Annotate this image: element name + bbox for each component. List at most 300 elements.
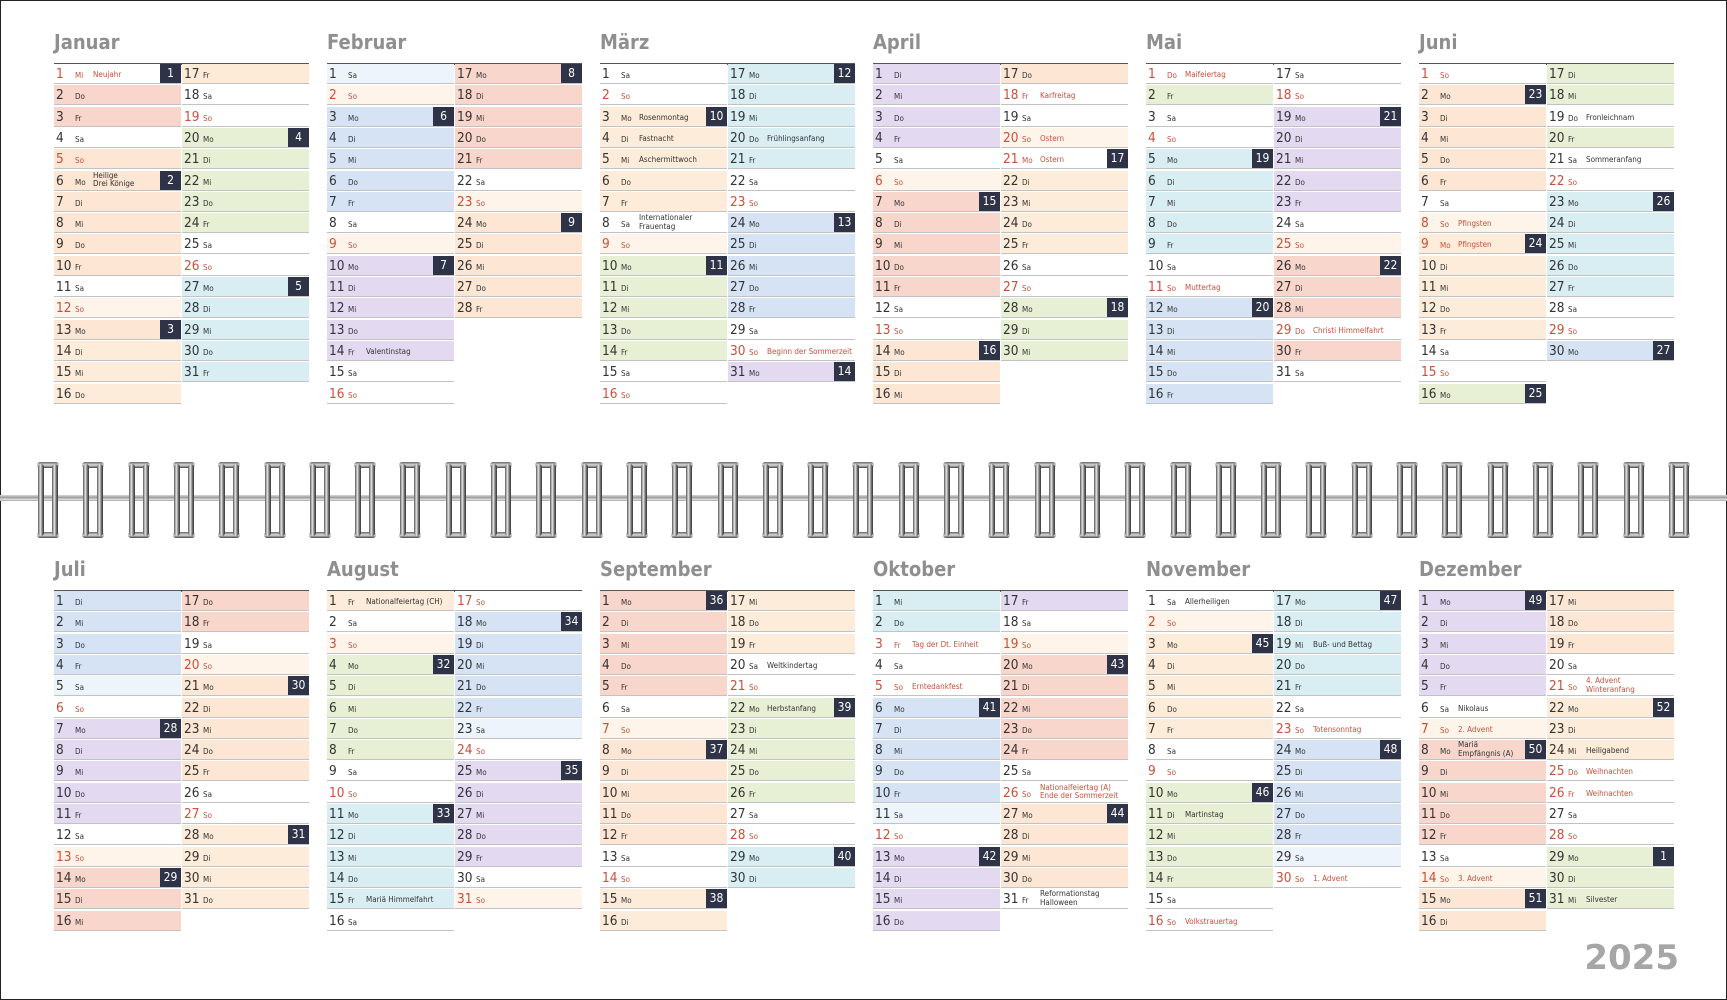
day-cell: [54, 911, 181, 931]
day-number: 2: [602, 87, 610, 104]
day-cell: [600, 384, 727, 404]
holiday-label: Herbstanfang: [767, 703, 816, 713]
weekday-label: Fr: [894, 134, 901, 144]
day-number: 18: [184, 614, 200, 631]
day-cell: [327, 234, 454, 254]
day-cell: [327, 698, 454, 718]
day-number: 26: [457, 257, 473, 274]
weekday-label: Mo: [1568, 347, 1579, 357]
day-number: 16: [875, 385, 891, 402]
binding-coil: [128, 462, 150, 538]
day-cell: [182, 171, 309, 191]
day-number: 15: [1421, 891, 1437, 908]
weekday-label: Fr: [75, 113, 82, 123]
spiral-binding: [0, 458, 1727, 540]
day-cell: [1274, 847, 1401, 867]
day-cell: [1419, 171, 1546, 191]
day-cell: [327, 911, 454, 931]
weekday-label: Mo: [1167, 789, 1178, 799]
day-cell: [728, 277, 855, 297]
weekday-label: Di: [203, 704, 211, 714]
binding-coil: [1034, 462, 1056, 538]
day-cell: [1419, 85, 1546, 105]
day-number: 19: [457, 108, 473, 125]
weekday-label: Sa: [749, 661, 758, 671]
month-title: Dezember: [1419, 557, 1522, 581]
weekday-label: So: [1167, 768, 1176, 778]
weekday-label: Sa: [348, 71, 357, 80]
weekday-label: Di: [1568, 874, 1576, 884]
day-number: 25: [184, 236, 200, 253]
day-cell: [873, 783, 1000, 803]
week-number-badge: 42: [979, 847, 1000, 866]
weekday-label: Mo: [894, 198, 905, 208]
day-number: 6: [1148, 699, 1156, 716]
day-number: 17: [1276, 66, 1292, 82]
day-cell: [1001, 612, 1128, 632]
day-cell: [728, 234, 855, 254]
day-number: 27: [1549, 279, 1565, 295]
day-cell: [54, 362, 181, 382]
weekday-label: Mi: [621, 305, 630, 315]
day-number: 5: [329, 678, 337, 695]
day-cell: [873, 149, 1000, 169]
day-cell: [1274, 277, 1401, 297]
weekday-label: So: [621, 874, 630, 884]
weekday-label: Mo: [749, 71, 760, 80]
weekday-label: Sa: [894, 661, 903, 671]
day-number: 18: [1549, 614, 1565, 631]
day-number: 8: [1421, 742, 1429, 759]
day-cell: [600, 740, 727, 760]
day-number: 13: [875, 321, 891, 338]
day-number: 30: [1276, 342, 1292, 359]
weekday-label: Mo: [1440, 92, 1451, 102]
weekday-label: Mo: [894, 347, 905, 357]
day-cell: [728, 783, 855, 803]
holiday-label: Tag der Dt. Einheit: [912, 639, 979, 649]
day-number: 10: [1421, 784, 1437, 801]
day-cell: [1419, 234, 1546, 254]
binding-coil: [852, 462, 874, 538]
day-number: 27: [1276, 806, 1292, 822]
weekday-label: Mo: [348, 113, 359, 123]
weekday-label: Mi: [894, 747, 903, 757]
day-number: 20: [1276, 129, 1292, 146]
day-cell: [455, 698, 582, 718]
day-number: 18: [1003, 614, 1019, 631]
weekday-label: Mo: [1440, 747, 1451, 757]
holiday-label: Allerheiligen: [1185, 597, 1230, 606]
day-cell: [1419, 698, 1546, 718]
day-cell: [455, 719, 582, 739]
day-number: 12: [329, 827, 345, 844]
day-number: 10: [1421, 257, 1437, 274]
weekday-label: Mo: [1167, 156, 1178, 166]
weekday-label: Fr: [203, 369, 210, 379]
day-number: 27: [184, 806, 200, 822]
day-number: 28: [1003, 300, 1019, 317]
weekday-label: Mo: [1022, 811, 1033, 820]
weekday-label: Mi: [75, 369, 84, 379]
day-number: 24: [1276, 215, 1292, 232]
day-number: 22: [457, 699, 473, 716]
weekday-label: Mi: [476, 113, 485, 123]
day-number: 14: [875, 869, 891, 886]
day-cell: [54, 341, 181, 361]
day-cell: [1547, 761, 1674, 781]
holiday-label: Erntedankfest: [912, 682, 963, 692]
weekday-label: Mo: [1440, 390, 1451, 400]
day-number: 12: [329, 300, 345, 317]
weekday-label: Fr: [1440, 832, 1447, 842]
weekday-label: Sa: [1167, 262, 1176, 272]
day-cell: [1001, 591, 1128, 611]
day-number: 17: [730, 66, 746, 82]
weekday-label: Do: [348, 874, 358, 884]
day-cell: [728, 847, 855, 867]
day-cell: [1547, 64, 1674, 84]
weekday-label: Do: [348, 725, 358, 735]
binding-coil: [898, 462, 920, 538]
weekday-label: So: [749, 683, 758, 693]
day-number: 10: [875, 784, 891, 801]
day-number: 23: [730, 193, 746, 210]
day-cell: [1001, 825, 1128, 845]
day-cell: [455, 634, 582, 654]
month-title: Mai: [1146, 30, 1183, 54]
day-cell: [1001, 277, 1128, 297]
weekday-label: Sa: [348, 917, 357, 927]
weekday-label: So: [621, 92, 630, 102]
holiday-label: Weihnachten: [1586, 788, 1633, 798]
day-cell: [600, 362, 727, 382]
day-cell: [54, 868, 181, 888]
day-number: 15: [329, 364, 345, 381]
day-number: 13: [1421, 848, 1437, 865]
day-number: 21: [1003, 678, 1019, 695]
weekday-label: Do: [1295, 661, 1305, 671]
weekday-label: Do: [203, 598, 213, 607]
day-number: 3: [602, 108, 610, 125]
day-cell: [1274, 320, 1401, 340]
day-cell: [1146, 149, 1273, 169]
day-cell: [1547, 341, 1674, 361]
weekday-label: Sa: [1568, 156, 1577, 166]
week-number-badge: 1: [1653, 847, 1674, 866]
day-number: 25: [730, 763, 746, 780]
weekday-label: Fr: [1440, 177, 1447, 187]
day-cell: [327, 761, 454, 781]
weekday-label: So: [1568, 326, 1577, 336]
holiday-label: Mariä Himmelfahrt: [366, 895, 434, 905]
binding-coil: [1487, 462, 1509, 538]
day-cell: [1274, 362, 1401, 382]
day-cell: [1146, 761, 1273, 781]
day-number: 14: [56, 342, 72, 359]
day-number: 3: [56, 108, 64, 125]
day-cell: [1547, 213, 1674, 233]
weekday-label: Do: [75, 241, 85, 251]
day-cell: [1547, 740, 1674, 760]
day-cell: [455, 591, 582, 611]
day-cell: [1146, 234, 1273, 254]
weekday-label: Do: [621, 177, 631, 187]
day-number: 13: [329, 321, 345, 338]
weekday-label: Do: [1440, 156, 1450, 166]
day-cell: [1146, 868, 1273, 888]
day-cell: [182, 804, 309, 824]
holiday-label: Weihnachten: [1586, 767, 1633, 777]
day-number: 16: [56, 385, 72, 402]
day-cell: [600, 64, 727, 84]
holiday-label: Heiligabend: [1586, 746, 1629, 756]
week-number-badge: 35: [561, 761, 582, 780]
binding-coil: [264, 462, 286, 538]
binding-coil: [1532, 462, 1554, 538]
binding-coil: [1441, 462, 1463, 538]
day-cell: [54, 591, 181, 611]
weekday-label: Do: [203, 896, 213, 906]
weekday-label: Mo: [1167, 640, 1178, 650]
day-number: 28: [457, 300, 473, 317]
day-cell: [1419, 213, 1546, 233]
weekday-label: Mi: [621, 640, 630, 650]
weekday-label: So: [348, 92, 357, 102]
day-cell: [54, 783, 181, 803]
weekday-label: Sa: [1568, 661, 1577, 671]
day-cell: [1419, 676, 1546, 696]
day-cell: [182, 612, 309, 632]
day-cell: [600, 234, 727, 254]
day-number: 17: [457, 66, 473, 82]
day-number: 16: [1148, 912, 1164, 929]
weekday-label: Sa: [1295, 220, 1304, 230]
weekday-label: Do: [476, 832, 486, 842]
day-cell: [327, 740, 454, 760]
day-cell: [1146, 911, 1273, 931]
binding-coil: [581, 462, 603, 538]
day-cell: [54, 234, 181, 254]
weekday-label: Do: [894, 113, 904, 123]
holiday-label: Rosenmontag: [639, 112, 689, 122]
day-number: 6: [602, 172, 610, 189]
weekday-label: Mo: [894, 853, 905, 863]
weekday-label: Sa: [621, 853, 630, 863]
weekday-label: Di: [1022, 683, 1030, 693]
day-number: 30: [1003, 342, 1019, 359]
day-cell: [600, 868, 727, 888]
day-cell: [1419, 362, 1546, 382]
holiday-label: Totensonntag: [1313, 724, 1362, 734]
day-cell: [1419, 591, 1546, 611]
day-number: 12: [602, 300, 618, 317]
day-number: 24: [184, 742, 200, 759]
weekday-label: Mo: [621, 262, 632, 272]
week-number-badge: 27: [1653, 341, 1674, 360]
day-cell: [54, 676, 181, 696]
day-number: 21: [457, 151, 473, 168]
weekday-label: Do: [203, 198, 213, 208]
binding-coil: [1577, 462, 1599, 538]
weekday-label: So: [348, 789, 357, 799]
holiday-label: 2. Advent: [1458, 724, 1493, 734]
day-number: 9: [56, 763, 64, 780]
weekday-label: Mi: [1568, 896, 1577, 906]
day-number: 21: [184, 678, 200, 695]
weekday-label: Mi: [1022, 704, 1031, 714]
week-number-badge: 6: [433, 107, 454, 126]
day-cell: [600, 277, 727, 297]
weekday-label: Sa: [1440, 704, 1449, 714]
day-number: 18: [457, 87, 473, 104]
day-cell: [1274, 298, 1401, 318]
holiday-label: Muttertag: [1185, 283, 1221, 292]
day-number: 14: [602, 869, 618, 886]
day-number: 1: [602, 66, 610, 82]
weekday-label: Fr: [1568, 134, 1575, 144]
day-number: 28: [1276, 827, 1292, 844]
day-cell: [1419, 825, 1546, 845]
day-cell: [455, 612, 582, 632]
weekday-label: Di: [75, 198, 83, 208]
day-cell: [1419, 149, 1546, 169]
weekday-label: So: [1167, 619, 1176, 629]
binding-coil: [1396, 462, 1418, 538]
day-number: 2: [329, 614, 337, 631]
holiday-label: Ostern: [1040, 155, 1065, 165]
weekday-label: Sa: [1568, 811, 1577, 820]
day-cell: [1274, 64, 1401, 84]
weekday-label: Do: [1022, 874, 1032, 884]
day-number: 7: [602, 193, 610, 210]
holiday-label: Valentinstag: [366, 346, 411, 356]
weekday-label: Mo: [203, 832, 214, 842]
weekday-label: So: [749, 347, 758, 357]
day-number: 31: [457, 891, 473, 908]
day-number: 30: [730, 342, 746, 359]
weekday-label: Do: [1167, 369, 1177, 379]
day-cell: [327, 320, 454, 340]
weekday-label: Do: [894, 917, 904, 927]
weekday-label: Di: [621, 619, 629, 629]
day-number: 16: [602, 385, 618, 402]
weekday-label: Fr: [1167, 92, 1174, 102]
month-title: Juli: [54, 557, 86, 581]
week-number-badge: 28: [160, 719, 181, 738]
day-number: 7: [56, 720, 64, 737]
weekday-label: Sa: [476, 177, 485, 187]
day-number: 13: [1148, 848, 1164, 865]
weekday-label: Mi: [348, 305, 357, 315]
weekday-label: Di: [1568, 71, 1576, 80]
week-number-badge: 45: [1252, 634, 1273, 653]
day-cell: [1274, 804, 1401, 824]
day-cell: [728, 64, 855, 84]
weekday-label: Sa: [1440, 853, 1449, 863]
weekday-label: Fr: [203, 71, 210, 80]
day-cell: [1419, 128, 1546, 148]
weekday-label: Sa: [621, 369, 630, 379]
weekday-label: Di: [476, 789, 484, 799]
day-cell: [1419, 761, 1546, 781]
day-number: 5: [329, 151, 337, 168]
weekday-label: Mo: [1568, 198, 1579, 208]
weekday-label: So: [1295, 874, 1304, 884]
day-number: 22: [1276, 172, 1292, 189]
day-number: 8: [329, 215, 337, 232]
binding-coil: [354, 462, 376, 538]
day-number: 25: [1003, 763, 1019, 780]
week-number-badge: 43: [1107, 655, 1128, 674]
day-number: 11: [329, 279, 345, 295]
weekday-label: Mo: [1440, 241, 1451, 251]
day-number: 26: [1276, 257, 1292, 274]
day-number: 20: [457, 656, 473, 673]
weekday-label: Sa: [621, 220, 630, 230]
holiday-label: Nationalfeiertag (CH): [366, 597, 443, 606]
day-cell: [327, 107, 454, 127]
day-number: 7: [56, 193, 64, 210]
weekday-label: Di: [1022, 326, 1030, 336]
day-number: 12: [875, 300, 891, 317]
day-cell: [728, 740, 855, 760]
day-cell: [1419, 341, 1546, 361]
weekday-label: Di: [1295, 768, 1303, 778]
weekday-label: Sa: [1022, 262, 1031, 272]
day-number: 20: [1549, 129, 1565, 146]
binding-coil: [1260, 462, 1282, 538]
weekday-label: Do: [203, 747, 213, 757]
weekday-label: Di: [749, 725, 757, 735]
weekday-label: Mi: [1167, 683, 1176, 693]
weekday-label: Di: [1295, 284, 1303, 293]
day-number: 6: [329, 699, 337, 716]
holiday-label: Reformationstag Halloween: [1040, 889, 1100, 907]
day-number: 26: [457, 784, 473, 801]
day-cell: [54, 107, 181, 127]
day-number: 22: [1549, 699, 1565, 716]
weekday-label: Fr: [75, 262, 82, 272]
day-cell: [600, 149, 727, 169]
weekday-label: Sa: [894, 811, 903, 820]
weekday-label: Fr: [348, 896, 355, 906]
week-number-badge: 40: [834, 847, 855, 866]
day-cell: [873, 761, 1000, 781]
day-cell: [182, 213, 309, 233]
weekday-label: Mi: [348, 853, 357, 863]
day-cell: [728, 804, 855, 824]
weekday-label: Mi: [476, 661, 485, 671]
day-number: 11: [875, 806, 891, 822]
day-number: 4: [1148, 129, 1156, 146]
day-cell: [1001, 804, 1128, 824]
day-cell: [1001, 868, 1128, 888]
weekday-label: Fr: [1568, 284, 1575, 293]
day-cell: [1419, 847, 1546, 867]
day-number: 1: [56, 593, 64, 609]
day-number: 19: [730, 635, 746, 652]
weekday-label: Sa: [203, 92, 212, 102]
day-cell: [600, 698, 727, 718]
day-number: 17: [184, 66, 200, 82]
day-cell: [873, 889, 1000, 909]
day-cell: [1146, 362, 1273, 382]
day-cell: [327, 889, 454, 909]
day-cell: [873, 847, 1000, 867]
week-number-badge: 47: [1380, 591, 1401, 610]
day-cell: [1419, 64, 1546, 84]
